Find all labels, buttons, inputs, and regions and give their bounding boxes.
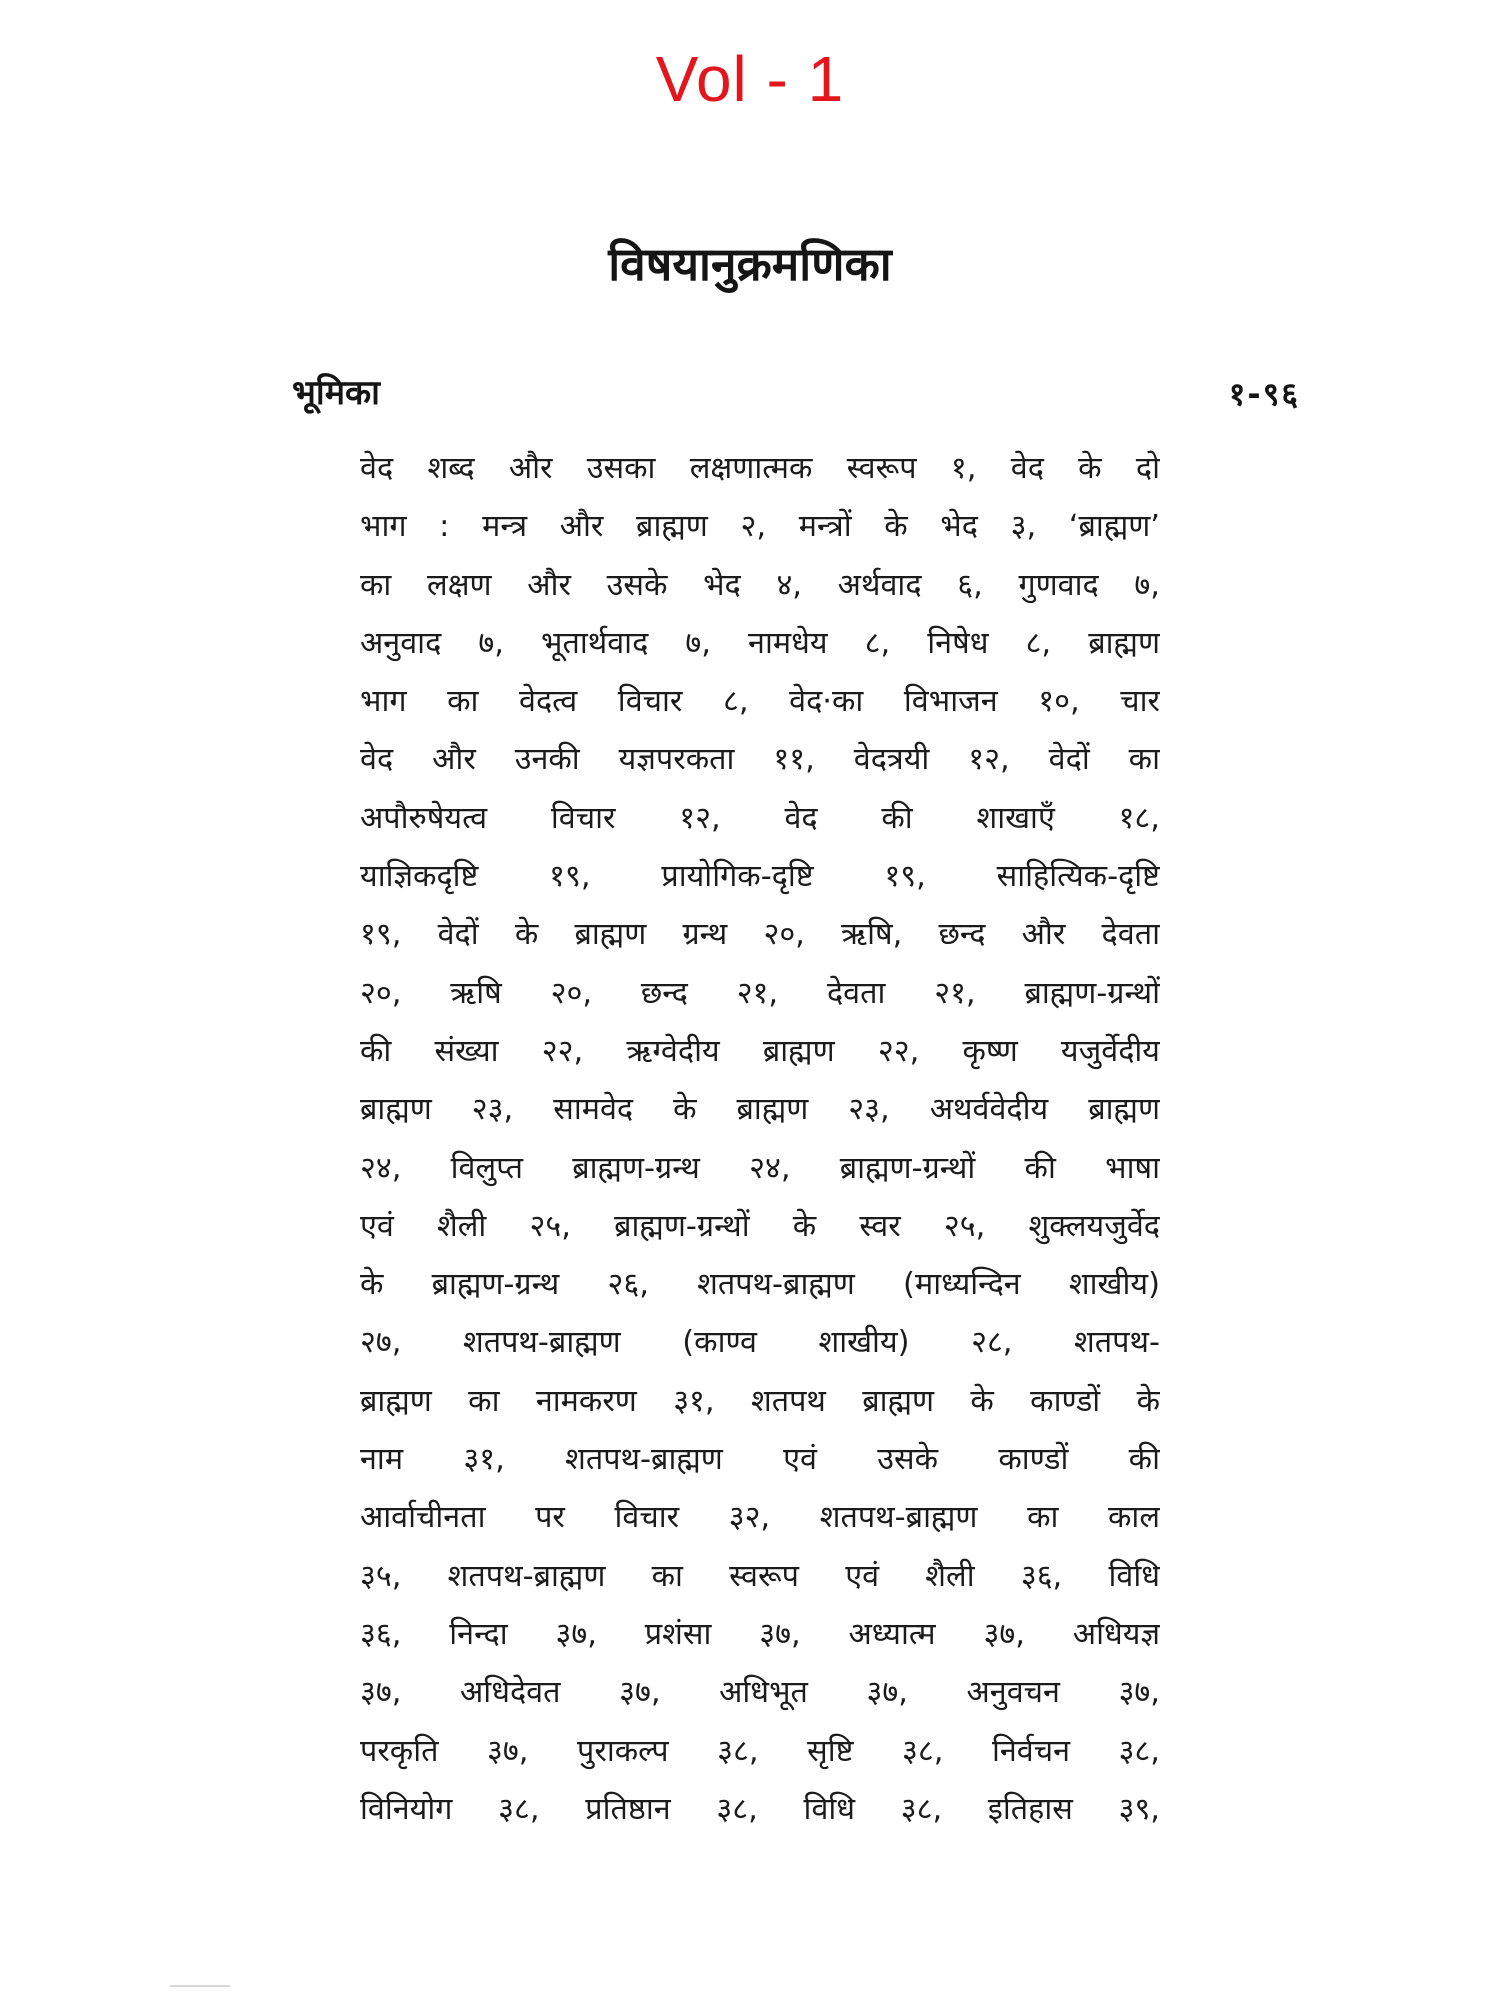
contents-line: १९, वेदों के ब्राह्मण ग्रन्थ २०, ऋषि, छन्द और देवता — [360, 917, 1160, 953]
contents-line: ब्राह्मण २३, सामवेद के ब्राह्मण २३, अथर्ववेदीय ब्राह्मण — [360, 1092, 1160, 1128]
section-heading: भूमिका — [292, 373, 380, 413]
contents-line: आर्वाचीनता पर विचार ३२, शतपथ-ब्राह्मण का काल — [360, 1500, 1160, 1536]
contents-line: अपौरुषेयत्व विचार १२, वेद की शाखाएँ १८, — [360, 800, 1160, 836]
contents-line: ब्राह्मण का नामकरण ३१, शतपथ ब्राह्मण के काण्डों के — [360, 1383, 1160, 1419]
scan-artifact — [170, 1985, 230, 1987]
page-title: विषयानुक्रमणिका — [608, 237, 892, 291]
contents-line: ३५, शतपथ-ब्राह्मण का स्वरूप एवं शैली ३६, विधि — [360, 1558, 1160, 1594]
contents-paragraph — [360, 440, 1160, 1839]
contents-line: भाग का वेदत्व विचार ८, वेद·का विभाजन १०, चार — [360, 684, 1160, 720]
contents-line: की संख्या २२, ऋग्वेदीय ब्राह्मण २२, कृष्ण यजुर्वेदीय — [360, 1033, 1160, 1069]
contents-line: का लक्षण और उसके भेद ४, अर्थवाद ६, गुणवाद ७, — [360, 567, 1160, 603]
volume-label: Vol - 1 — [655, 43, 845, 115]
contents-line: वेद शब्द और उसका लक्षणात्मक स्वरूप १, वेद के दो — [360, 451, 1160, 486]
contents-line: ३७, अधिदेवत ३७, अधिभूत ३७, अनुवचन ३७, — [360, 1675, 1160, 1711]
contents-line: अनुवाद ७, भूतार्थवाद ७, नामधेय ८, निषेध ८, ब्राह्मण — [360, 625, 1160, 661]
contents-line: विनियोग ३८, प्रतिष्ठान ३८, विधि ३८, इतिहास ३९, — [360, 1791, 1160, 1827]
contents-line: भाग : मन्त्र और ब्राह्मण २, मन्त्रों के भेद ३, ‘ब्राह्मण’ — [360, 509, 1160, 545]
contents-line: वेद और उनकी यज्ञपरकता ११, वेदत्रयी १२, वेदों का — [360, 742, 1160, 778]
contents-line: ३६, निन्दा ३७, प्रशंसा ३७, अध्यात्म ३७, अधियज्ञ — [360, 1616, 1160, 1652]
contents-line: याज्ञिकदृष्टि १९, प्रायोगिक-दृष्टि १९, साहित्यिक-दृष्टि — [360, 859, 1160, 895]
contents-line: एवं शैली २५, ब्राह्मण-ग्रन्थों के स्वर २५, शुक्लयजुर्वेद — [360, 1208, 1160, 1244]
contents-line: २०, ऋषि २०, छन्द २१, देवता २१, ब्राह्मण-ग्रन्थों — [360, 975, 1160, 1011]
section-page-range: १-९६ — [1228, 375, 1300, 413]
contents-line: २४, विलुप्त ब्राह्मण-ग्रन्थ २४, ब्राह्मण-ग्रन्थों की भाषा — [360, 1150, 1160, 1186]
contents-line: के ब्राह्मण-ग्रन्थ २६, शतपथ-ब्राह्मण (माध्यन्दिन शाखीय) — [360, 1267, 1160, 1303]
contents-line: परकृति ३७, पुराकल्प ३८, सृष्टि ३८, निर्वचन ३८, — [360, 1733, 1160, 1769]
contents-line: नाम ३१, शतपथ-ब्राह्मण एवं उसके काण्डों की — [360, 1442, 1160, 1478]
contents-line: २७, शतपथ-ब्राह्मण (काण्व शाखीय) २८, शतपथ- — [360, 1325, 1160, 1361]
